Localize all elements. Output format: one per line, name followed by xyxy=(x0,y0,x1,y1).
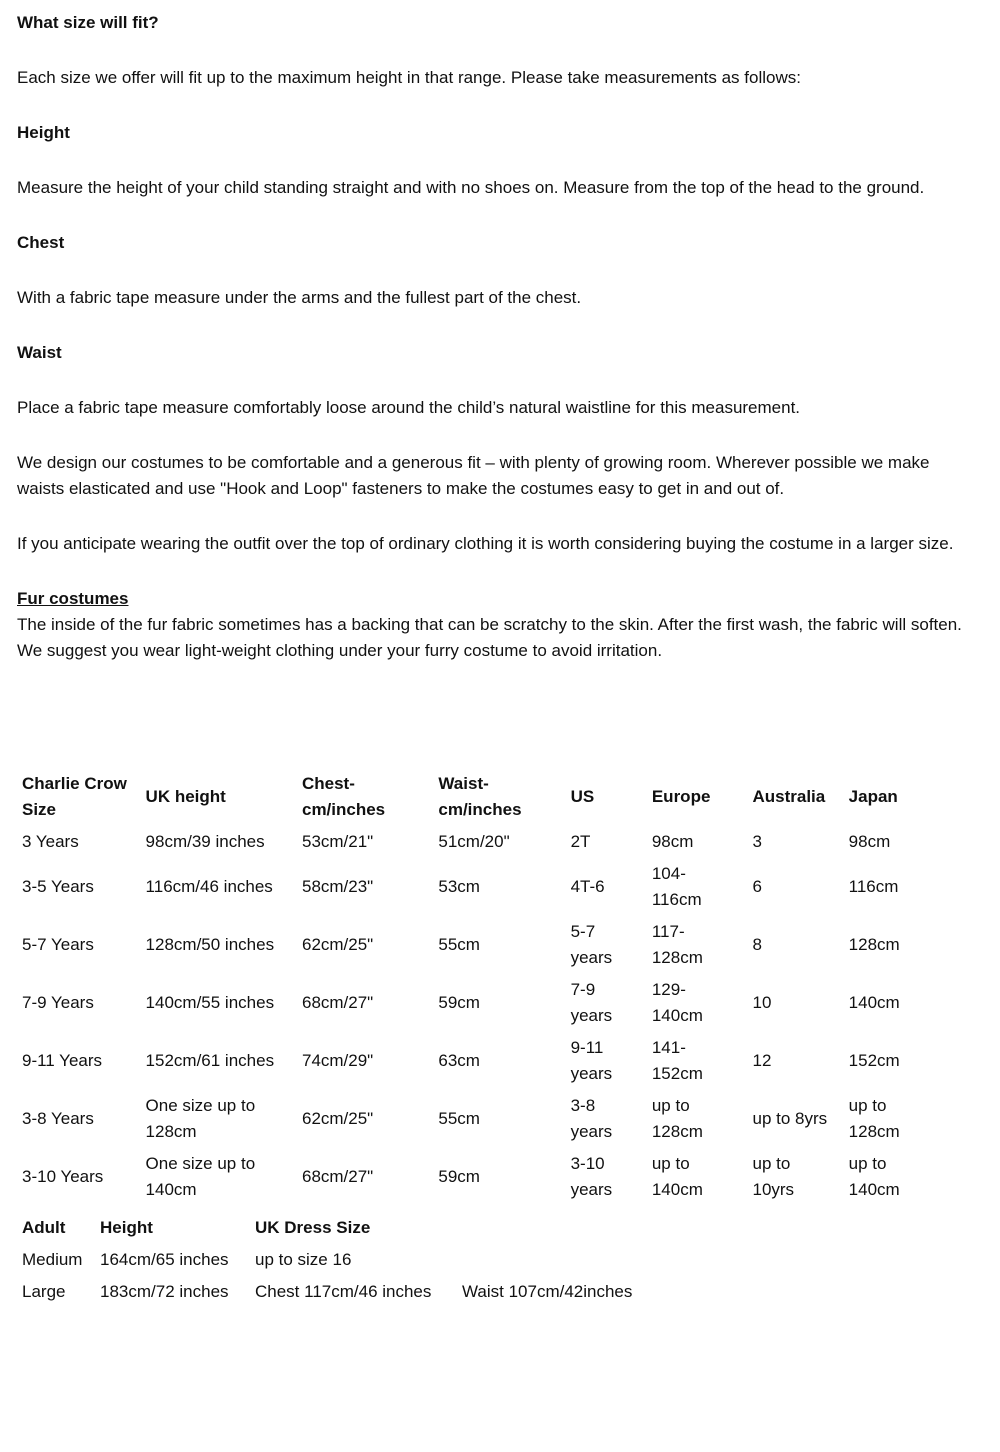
size-table-cell: 59cm xyxy=(438,993,480,1012)
height-heading: Height xyxy=(17,123,70,142)
size-table-cell: 128cm xyxy=(848,935,900,954)
size-table-row xyxy=(22,1090,975,1148)
adult-table-header-adult: Adult xyxy=(22,1218,66,1237)
size-table-cell: 141-152cm xyxy=(651,1038,703,1083)
size-table-cell: 128cm/50 inches xyxy=(145,935,275,954)
size-table-cell: 62cm/25" xyxy=(301,935,374,954)
size-table-row xyxy=(22,916,975,974)
size-table-cell: 104-116cm xyxy=(651,864,702,909)
adult-size-table xyxy=(22,1212,722,1308)
fit-note-paragraph: We design our costumes to be comfortable and a generous fit – with plenty of growing room. Wherever possible we make waists elasticated and use "Hook and Loop" fasteners to make the costumes easy to get in and out of. xyxy=(17,453,930,498)
chest-paragraph: With a fabric tape measure under the arms and the fullest part of the chest. xyxy=(17,288,582,307)
size-table-cell: 3-8 Years xyxy=(22,1109,94,1128)
size-table-cell: 58cm/23" xyxy=(301,877,374,896)
size-table-cell: 98cm/39 inches xyxy=(145,832,265,851)
adult-table-row xyxy=(22,1244,722,1276)
size-table-cell: 5-7 Years xyxy=(22,935,94,954)
adult-table-header-row xyxy=(22,1212,722,1244)
size-table-cell: One size up to 128cm xyxy=(145,1096,256,1141)
size-table-cell: 9-11 Years xyxy=(22,1051,103,1070)
adult-table-cell: Waist 107cm/42inches xyxy=(462,1282,633,1301)
size-table-cell: 152cm/61 inches xyxy=(145,1051,275,1070)
size-table-cell: 68cm/27" xyxy=(301,993,374,1012)
size-table-cell: 98cm xyxy=(848,832,891,851)
chest-heading: Chest xyxy=(17,233,65,252)
adult-table-header-spacer xyxy=(462,1212,722,1244)
size-table-cell: 74cm/29" xyxy=(301,1051,374,1070)
size-table-cell: 117-128cm xyxy=(651,922,703,967)
size-table-header-row xyxy=(22,768,975,826)
size-table-cell: 51cm/20" xyxy=(438,832,510,851)
size-table-cell: 6 xyxy=(752,877,762,896)
adult-table-cell: Medium xyxy=(22,1250,83,1269)
size-table-cell: 3 xyxy=(752,832,762,851)
page-title: What size will fit? xyxy=(17,13,159,32)
size-table-cell: 2T xyxy=(570,832,591,851)
size-table-cell: 140cm/55 inches xyxy=(145,993,275,1012)
adult-table-header-height: Height xyxy=(100,1218,153,1237)
size-table-cell: up to 140cm xyxy=(848,1154,900,1199)
larger-size-note-paragraph: If you anticipate wearing the outfit over the top of ordinary clothing it is worth considering buying the costume in a larger size. xyxy=(17,534,954,553)
size-table-cell: 152cm xyxy=(848,1051,900,1070)
size-table-cell: 3-10 Years xyxy=(22,1167,104,1186)
size-table-cell: 10 xyxy=(752,993,772,1012)
size-table-cell: 3-8 years xyxy=(570,1096,613,1141)
size-table-cell: 12 xyxy=(752,1051,772,1070)
size-table-cell: 98cm xyxy=(651,832,694,851)
size-table-cell: 68cm/27" xyxy=(301,1167,374,1186)
adult-table-cell: 164cm/65 inches xyxy=(100,1250,229,1269)
size-table-cell: up to 10yrs xyxy=(752,1154,795,1199)
size-table-cell: 53cm/21" xyxy=(301,832,374,851)
size-table-cell: 5-7 years xyxy=(570,922,613,967)
size-table-cell: 8 xyxy=(752,935,762,954)
size-table-cell: 116cm xyxy=(848,877,899,896)
size-table-cell: 129-140cm xyxy=(651,980,703,1025)
size-table-row xyxy=(22,858,975,916)
size-table-header-chest: Chest- cm/inches xyxy=(301,774,386,819)
size-table-cell: up to 8yrs xyxy=(752,1109,828,1128)
size-table-cell: up to 128cm xyxy=(848,1096,900,1141)
size-table-cell: 3-10 years xyxy=(570,1154,613,1199)
size-table-cell: 55cm xyxy=(438,1109,480,1128)
size-table xyxy=(22,768,975,1206)
fur-costumes-paragraph: The inside of the fur fabric sometimes has a backing that can be scratchy to the skin. After the first wash, the fabric will soften. We suggest you wear light-weight clothing under your furry costume to avoid irritation. xyxy=(17,615,962,660)
size-table-row xyxy=(22,974,975,1032)
size-table-header-japan: Japan xyxy=(848,787,898,806)
height-paragraph: Measure the height of your child standing straight and with no shoes on. Measure from the top of the head to the ground. xyxy=(17,178,925,197)
waist-paragraph: Place a fabric tape measure comfortably loose around the child’s natural waistline for this measurement. xyxy=(17,398,801,417)
size-table-header-charlie-crow-size: Charlie Crow Size xyxy=(22,774,127,819)
waist-heading: Waist xyxy=(17,343,62,362)
size-table-cell: 63cm xyxy=(438,1051,480,1070)
size-table-header-waist: Waist- cm/inches xyxy=(438,774,522,819)
size-table-cell: 3 Years xyxy=(22,832,79,851)
size-table-header-australia: Australia xyxy=(752,787,826,806)
size-table-cell: up to 128cm xyxy=(651,1096,703,1141)
size-table-cell: 62cm/25" xyxy=(301,1109,374,1128)
size-table-row xyxy=(22,1148,975,1206)
size-table-cell: 140cm xyxy=(848,993,900,1012)
size-table-cell: up to 140cm xyxy=(651,1154,703,1199)
intro-paragraph: Each size we offer will fit up to the maximum height in that range. Please take measurements as follows: xyxy=(17,68,801,87)
size-table-cell: 7-9 Years xyxy=(22,993,94,1012)
size-table-cell: 116cm/46 inches xyxy=(145,877,273,896)
size-table-header-uk-height: UK height xyxy=(145,787,226,806)
adult-table-cell xyxy=(462,1244,722,1276)
size-table-cell: 7-9 years xyxy=(570,980,613,1025)
size-table-row xyxy=(22,826,975,858)
size-table-cell: 9-11 years xyxy=(570,1038,613,1083)
size-table-cell: 4T-6 xyxy=(570,877,605,896)
size-table-cell: 3-5 Years xyxy=(22,877,94,896)
adult-table-header-uk-dress-size: UK Dress Size xyxy=(255,1218,371,1237)
size-table-cell: 53cm xyxy=(438,877,480,896)
adult-table-cell: Large xyxy=(22,1282,66,1301)
fur-costumes-heading: Fur costumes xyxy=(17,589,129,608)
size-table-cell: 59cm xyxy=(438,1167,480,1186)
size-table-cell: 55cm xyxy=(438,935,480,954)
adult-table-row xyxy=(22,1276,722,1308)
adult-table-cell: 183cm/72 inches xyxy=(100,1282,229,1301)
adult-table-cell: Chest 117cm/46 inches xyxy=(255,1282,432,1301)
size-table-header-europe: Europe xyxy=(651,787,711,806)
size-table-header-us: US xyxy=(570,787,595,806)
size-table-row xyxy=(22,1032,975,1090)
size-table-cell: One size up to 140cm xyxy=(145,1154,256,1199)
adult-table-cell: up to size 16 xyxy=(255,1250,352,1269)
